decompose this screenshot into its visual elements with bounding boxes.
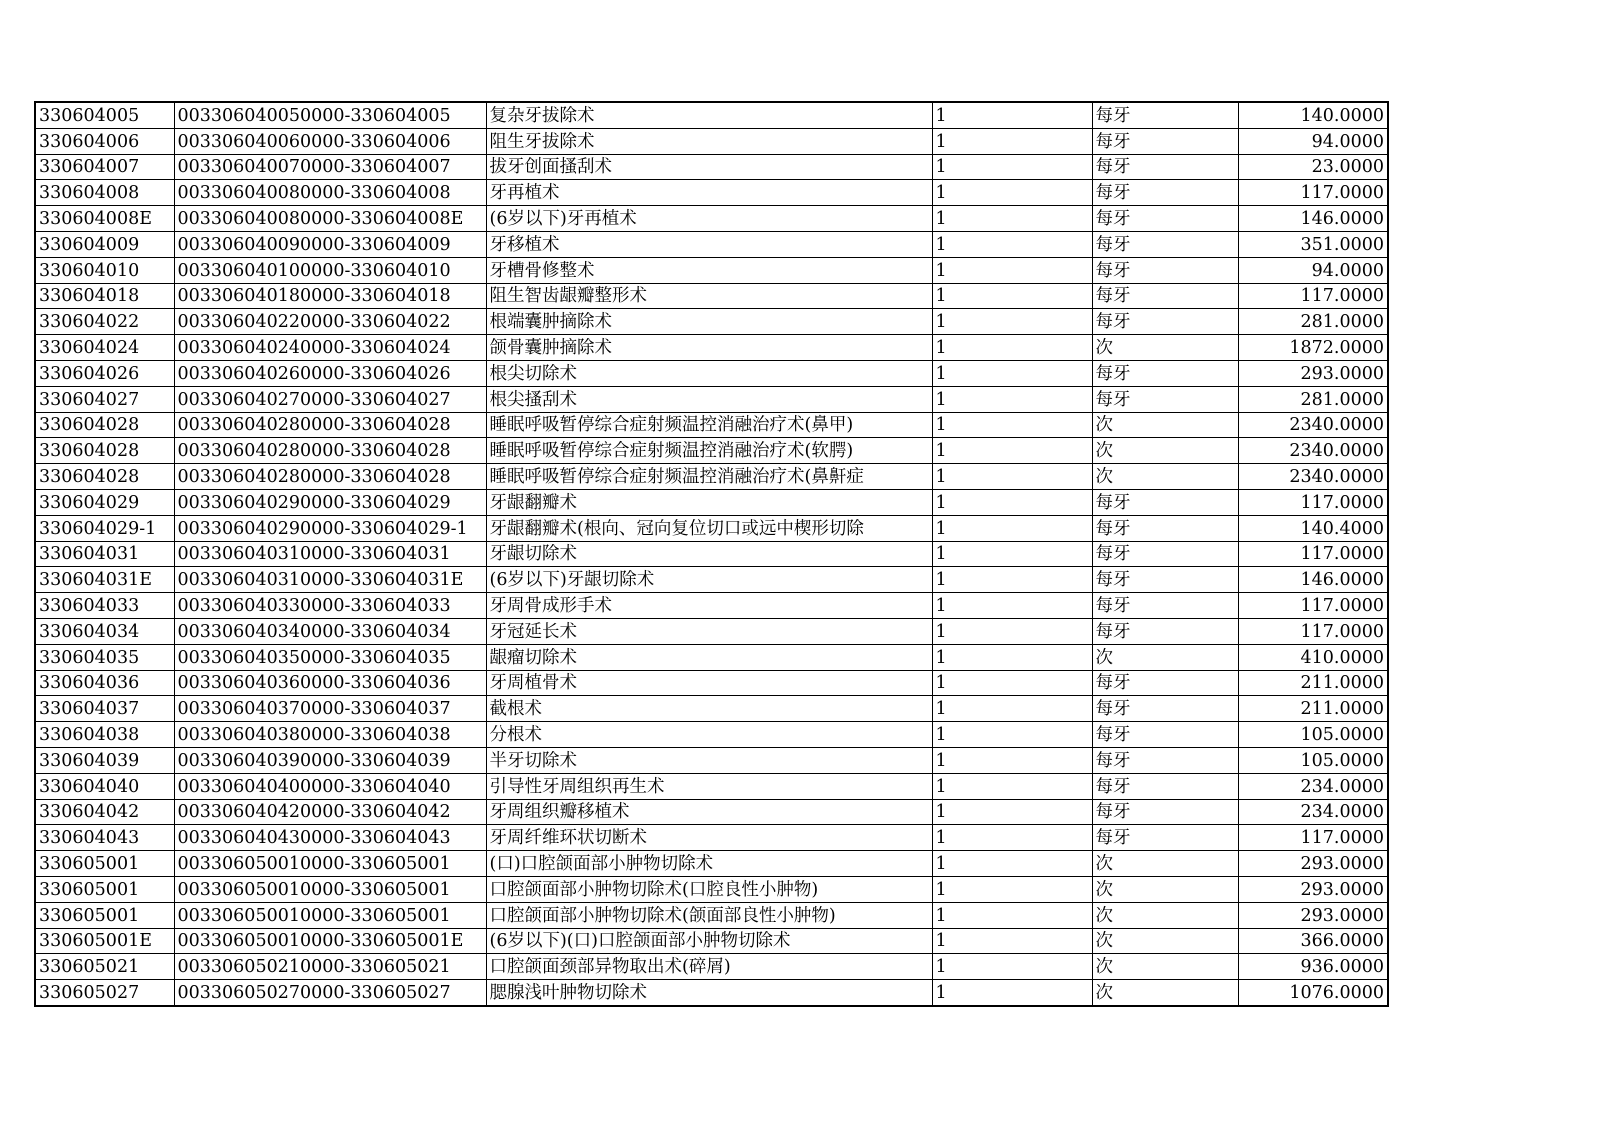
- unit-cell: 次: [1092, 464, 1238, 490]
- item-code-cell: 330605027: [35, 980, 174, 1006]
- table-row: [35, 515, 1388, 541]
- table-row: [35, 438, 1388, 464]
- price-cell: 410.0000: [1238, 644, 1388, 670]
- table-row: [35, 309, 1388, 335]
- table-row: [35, 618, 1388, 644]
- unit-cell: 每牙: [1092, 360, 1238, 386]
- item-name-cell: 睡眠呼吸暂停综合症射频温控消融治疗术(软腭): [486, 438, 932, 464]
- item-name-cell: 截根术: [486, 696, 932, 722]
- quantity-cell: 1: [932, 335, 1092, 361]
- table-row: [35, 876, 1388, 902]
- quantity-cell: 1: [932, 593, 1092, 619]
- item-name-cell: 牙移植术: [486, 231, 932, 257]
- unit-cell: 每牙: [1092, 747, 1238, 773]
- item-name-cell: 腮腺浅叶肿物切除术: [486, 980, 932, 1006]
- price-cell: 2340.0000: [1238, 412, 1388, 438]
- table-body: [35, 102, 1388, 1006]
- quantity-cell: 1: [932, 257, 1092, 283]
- unit-cell: 每牙: [1092, 773, 1238, 799]
- table-row: [35, 567, 1388, 593]
- price-cell: 234.0000: [1238, 799, 1388, 825]
- unit-cell: 每牙: [1092, 231, 1238, 257]
- table-row: [35, 954, 1388, 980]
- table-row: [35, 489, 1388, 515]
- unit-cell: 每牙: [1092, 515, 1238, 541]
- unit-cell: 每牙: [1092, 309, 1238, 335]
- price-cell: 2340.0000: [1238, 438, 1388, 464]
- price-cell: 293.0000: [1238, 876, 1388, 902]
- price-cell: 234.0000: [1238, 773, 1388, 799]
- price-cell: 2340.0000: [1238, 464, 1388, 490]
- quantity-cell: 1: [932, 515, 1092, 541]
- unit-cell: 每牙: [1092, 206, 1238, 232]
- quantity-cell: 1: [932, 773, 1092, 799]
- quantity-cell: 1: [932, 902, 1092, 928]
- quantity-cell: 1: [932, 541, 1092, 567]
- full-code-cell: 003306040280000-330604028: [174, 438, 486, 464]
- item-name-cell: 根尖搔刮术: [486, 386, 932, 412]
- item-code-cell: 330604009: [35, 231, 174, 257]
- price-cell: 146.0000: [1238, 206, 1388, 232]
- full-code-cell: 003306040280000-330604028: [174, 464, 486, 490]
- item-code-cell: 330604028: [35, 412, 174, 438]
- full-code-cell: 003306040060000-330604006: [174, 128, 486, 154]
- full-code-cell: 003306050270000-330605027: [174, 980, 486, 1006]
- table-row: [35, 902, 1388, 928]
- full-code-cell: 003306040180000-330604018: [174, 283, 486, 309]
- price-cell: 105.0000: [1238, 747, 1388, 773]
- item-name-cell: (6岁以下)牙再植术: [486, 206, 932, 232]
- full-code-cell: 003306040260000-330604026: [174, 360, 486, 386]
- item-code-cell: 330604039: [35, 747, 174, 773]
- unit-cell: 每牙: [1092, 257, 1238, 283]
- item-code-cell: 330604007: [35, 154, 174, 180]
- table-row: [35, 154, 1388, 180]
- full-code-cell: 003306040050000-330604005: [174, 102, 486, 128]
- item-code-cell: 330604026: [35, 360, 174, 386]
- item-name-cell: 牙龈翻瓣术: [486, 489, 932, 515]
- item-code-cell: 330604033: [35, 593, 174, 619]
- item-name-cell: 阻生牙拔除术: [486, 128, 932, 154]
- item-code-cell: 330604037: [35, 696, 174, 722]
- quantity-cell: 1: [932, 954, 1092, 980]
- item-code-cell: 330604031: [35, 541, 174, 567]
- full-code-cell: 003306040280000-330604028: [174, 412, 486, 438]
- table-row: [35, 464, 1388, 490]
- full-code-cell: 003306040270000-330604027: [174, 386, 486, 412]
- item-name-cell: 颌骨囊肿摘除术: [486, 335, 932, 361]
- item-name-cell: (6岁以下)牙龈切除术: [486, 567, 932, 593]
- item-code-cell: 330605021: [35, 954, 174, 980]
- quantity-cell: 1: [932, 206, 1092, 232]
- unit-cell: 次: [1092, 644, 1238, 670]
- item-name-cell: 牙周组织瓣移植术: [486, 799, 932, 825]
- item-name-cell: 根尖切除术: [486, 360, 932, 386]
- price-cell: 211.0000: [1238, 670, 1388, 696]
- unit-cell: 每牙: [1092, 541, 1238, 567]
- item-name-cell: 根端囊肿摘除术: [486, 309, 932, 335]
- price-cell: 117.0000: [1238, 593, 1388, 619]
- price-cell: 105.0000: [1238, 722, 1388, 748]
- full-code-cell: 003306040390000-330604039: [174, 747, 486, 773]
- item-name-cell: 牙槽骨修整术: [486, 257, 932, 283]
- table-row: [35, 644, 1388, 670]
- item-name-cell: (6岁以下)(口)口腔颌面部小肿物切除术: [486, 928, 932, 954]
- full-code-cell: 003306050010000-330605001: [174, 851, 486, 877]
- quantity-cell: 1: [932, 618, 1092, 644]
- price-cell: 281.0000: [1238, 386, 1388, 412]
- unit-cell: 每牙: [1092, 154, 1238, 180]
- unit-cell: 次: [1092, 412, 1238, 438]
- quantity-cell: 1: [932, 825, 1092, 851]
- item-code-cell: 330604040: [35, 773, 174, 799]
- price-cell: 140.4000: [1238, 515, 1388, 541]
- unit-cell: 每牙: [1092, 722, 1238, 748]
- full-code-cell: 003306040340000-330604034: [174, 618, 486, 644]
- quantity-cell: 1: [932, 128, 1092, 154]
- full-code-cell: 003306040100000-330604010: [174, 257, 486, 283]
- price-cell: 293.0000: [1238, 851, 1388, 877]
- price-cell: 117.0000: [1238, 825, 1388, 851]
- table-row: [35, 980, 1388, 1006]
- table-row: [35, 825, 1388, 851]
- item-code-cell: 330604031E: [35, 567, 174, 593]
- price-cell: 1076.0000: [1238, 980, 1388, 1006]
- quantity-cell: 1: [932, 670, 1092, 696]
- item-code-cell: 330605001: [35, 902, 174, 928]
- quantity-cell: 1: [932, 309, 1092, 335]
- full-code-cell: 003306040310000-330604031E: [174, 567, 486, 593]
- item-code-cell: 330604028: [35, 464, 174, 490]
- item-code-cell: 330604029-1: [35, 515, 174, 541]
- unit-cell: 次: [1092, 980, 1238, 1006]
- unit-cell: 次: [1092, 851, 1238, 877]
- price-cell: 936.0000: [1238, 954, 1388, 980]
- item-code-cell: 330604036: [35, 670, 174, 696]
- table-row: [35, 206, 1388, 232]
- item-name-cell: 牙周植骨术: [486, 670, 932, 696]
- quantity-cell: 1: [932, 644, 1092, 670]
- quantity-cell: 1: [932, 412, 1092, 438]
- quantity-cell: 1: [932, 231, 1092, 257]
- full-code-cell: 003306040290000-330604029-1: [174, 515, 486, 541]
- item-code-cell: 330604035: [35, 644, 174, 670]
- full-code-cell: 003306050010000-330605001E: [174, 928, 486, 954]
- full-code-cell: 003306040080000-330604008: [174, 180, 486, 206]
- full-code-cell: 003306040420000-330604042: [174, 799, 486, 825]
- item-code-cell: 330605001: [35, 876, 174, 902]
- price-cell: 117.0000: [1238, 180, 1388, 206]
- price-cell: 117.0000: [1238, 489, 1388, 515]
- price-cell: 146.0000: [1238, 567, 1388, 593]
- full-code-cell: 003306040330000-330604033: [174, 593, 486, 619]
- item-name-cell: 拔牙创面搔刮术: [486, 154, 932, 180]
- quantity-cell: 1: [932, 360, 1092, 386]
- full-code-cell: 003306040350000-330604035: [174, 644, 486, 670]
- table-row: [35, 773, 1388, 799]
- item-name-cell: 复杂牙拔除术: [486, 102, 932, 128]
- item-name-cell: 牙龈切除术: [486, 541, 932, 567]
- item-code-cell: 330604024: [35, 335, 174, 361]
- quantity-cell: 1: [932, 102, 1092, 128]
- unit-cell: 每牙: [1092, 593, 1238, 619]
- full-code-cell: 003306040090000-330604009: [174, 231, 486, 257]
- price-cell: 23.0000: [1238, 154, 1388, 180]
- price-cell: 117.0000: [1238, 618, 1388, 644]
- full-code-cell: 003306040310000-330604031: [174, 541, 486, 567]
- quantity-cell: 1: [932, 980, 1092, 1006]
- full-code-cell: 003306040370000-330604037: [174, 696, 486, 722]
- quantity-cell: 1: [932, 799, 1092, 825]
- table-row: [35, 180, 1388, 206]
- full-code-cell: 003306040400000-330604040: [174, 773, 486, 799]
- item-code-cell: 330604018: [35, 283, 174, 309]
- unit-cell: 每牙: [1092, 670, 1238, 696]
- item-name-cell: 半牙切除术: [486, 747, 932, 773]
- table-row: [35, 722, 1388, 748]
- table-row: [35, 696, 1388, 722]
- item-code-cell: 330605001: [35, 851, 174, 877]
- quantity-cell: 1: [932, 283, 1092, 309]
- table-row: [35, 747, 1388, 773]
- quantity-cell: 1: [932, 464, 1092, 490]
- full-code-cell: 003306050210000-330605021: [174, 954, 486, 980]
- table-row: [35, 412, 1388, 438]
- item-name-cell: 牙冠延长术: [486, 618, 932, 644]
- full-code-cell: 003306050010000-330605001: [174, 876, 486, 902]
- unit-cell: 次: [1092, 335, 1238, 361]
- unit-cell: 每牙: [1092, 386, 1238, 412]
- item-name-cell: 口腔颌面部小肿物切除术(颌面部良性小肿物): [486, 902, 932, 928]
- full-code-cell: 003306040080000-330604008E: [174, 206, 486, 232]
- table-row: [35, 799, 1388, 825]
- quantity-cell: 1: [932, 851, 1092, 877]
- table-row: [35, 231, 1388, 257]
- full-code-cell: 003306040380000-330604038: [174, 722, 486, 748]
- table-row: [35, 851, 1388, 877]
- item-name-cell: 阻生智齿龈瓣整形术: [486, 283, 932, 309]
- full-code-cell: 003306040360000-330604036: [174, 670, 486, 696]
- price-cell: 140.0000: [1238, 102, 1388, 128]
- unit-cell: 次: [1092, 438, 1238, 464]
- full-code-cell: 003306040240000-330604024: [174, 335, 486, 361]
- item-code-cell: 330604034: [35, 618, 174, 644]
- unit-cell: 每牙: [1092, 102, 1238, 128]
- item-name-cell: 睡眠呼吸暂停综合症射频温控消融治疗术(鼻鼾症: [486, 464, 932, 490]
- quantity-cell: 1: [932, 180, 1092, 206]
- quantity-cell: 1: [932, 438, 1092, 464]
- item-code-cell: 330604043: [35, 825, 174, 851]
- unit-cell: 次: [1092, 876, 1238, 902]
- unit-cell: 每牙: [1092, 128, 1238, 154]
- item-code-cell: 330604042: [35, 799, 174, 825]
- item-code-cell: 330604029: [35, 489, 174, 515]
- item-name-cell: (口)口腔颌面部小肿物切除术: [486, 851, 932, 877]
- item-name-cell: 分根术: [486, 722, 932, 748]
- unit-cell: 每牙: [1092, 283, 1238, 309]
- unit-cell: 次: [1092, 902, 1238, 928]
- table-row: [35, 386, 1388, 412]
- item-code-cell: 330604005: [35, 102, 174, 128]
- quantity-cell: 1: [932, 722, 1092, 748]
- quantity-cell: 1: [932, 696, 1092, 722]
- price-cell: 94.0000: [1238, 257, 1388, 283]
- item-name-cell: 口腔颌面部小肿物切除术(口腔良性小肿物): [486, 876, 932, 902]
- unit-cell: 每牙: [1092, 567, 1238, 593]
- item-name-cell: 睡眠呼吸暂停综合症射频温控消融治疗术(鼻甲): [486, 412, 932, 438]
- table-row: [35, 928, 1388, 954]
- unit-cell: 每牙: [1092, 489, 1238, 515]
- price-cell: 1872.0000: [1238, 335, 1388, 361]
- price-cell: 94.0000: [1238, 128, 1388, 154]
- item-code-cell: 330604008E: [35, 206, 174, 232]
- unit-cell: 每牙: [1092, 696, 1238, 722]
- quantity-cell: 1: [932, 386, 1092, 412]
- item-name-cell: 牙龈翻瓣术(根向、冠向复位切口或远中楔形切除: [486, 515, 932, 541]
- unit-cell: 次: [1092, 954, 1238, 980]
- full-code-cell: 003306040290000-330604029: [174, 489, 486, 515]
- item-name-cell: 口腔颌面颈部异物取出术(碎屑): [486, 954, 932, 980]
- table-row: [35, 360, 1388, 386]
- item-code-cell: 330604010: [35, 257, 174, 283]
- table-row: [35, 670, 1388, 696]
- item-code-cell: 330604022: [35, 309, 174, 335]
- item-name-cell: 牙再植术: [486, 180, 932, 206]
- item-code-cell: 330605001E: [35, 928, 174, 954]
- table-row: [35, 102, 1388, 128]
- item-code-cell: 330604006: [35, 128, 174, 154]
- quantity-cell: 1: [932, 876, 1092, 902]
- price-cell: 293.0000: [1238, 360, 1388, 386]
- item-code-cell: 330604028: [35, 438, 174, 464]
- item-code-cell: 330604027: [35, 386, 174, 412]
- quantity-cell: 1: [932, 928, 1092, 954]
- quantity-cell: 1: [932, 489, 1092, 515]
- table-row: [35, 283, 1388, 309]
- quantity-cell: 1: [932, 154, 1092, 180]
- price-cell: 117.0000: [1238, 541, 1388, 567]
- price-cell: 293.0000: [1238, 902, 1388, 928]
- table-row: [35, 257, 1388, 283]
- item-name-cell: 引导性牙周组织再生术: [486, 773, 932, 799]
- unit-cell: 次: [1092, 928, 1238, 954]
- quantity-cell: 1: [932, 567, 1092, 593]
- unit-cell: 每牙: [1092, 180, 1238, 206]
- table-row: [35, 128, 1388, 154]
- unit-cell: 每牙: [1092, 825, 1238, 851]
- price-cell: 366.0000: [1238, 928, 1388, 954]
- quantity-cell: 1: [932, 747, 1092, 773]
- table-row: [35, 593, 1388, 619]
- unit-cell: 每牙: [1092, 799, 1238, 825]
- full-code-cell: 003306050010000-330605001: [174, 902, 486, 928]
- price-cell: 281.0000: [1238, 309, 1388, 335]
- table-row: [35, 335, 1388, 361]
- unit-cell: 每牙: [1092, 618, 1238, 644]
- item-code-cell: 330604008: [35, 180, 174, 206]
- item-name-cell: 牙周骨成形手术: [486, 593, 932, 619]
- item-code-cell: 330604038: [35, 722, 174, 748]
- full-code-cell: 003306040220000-330604022: [174, 309, 486, 335]
- full-code-cell: 003306040070000-330604007: [174, 154, 486, 180]
- price-cell: 351.0000: [1238, 231, 1388, 257]
- price-table: [34, 101, 1389, 1007]
- table-row: [35, 541, 1388, 567]
- full-code-cell: 003306040430000-330604043: [174, 825, 486, 851]
- price-cell: 117.0000: [1238, 283, 1388, 309]
- item-name-cell: 龈瘤切除术: [486, 644, 932, 670]
- item-name-cell: 牙周纤维环状切断术: [486, 825, 932, 851]
- price-cell: 211.0000: [1238, 696, 1388, 722]
